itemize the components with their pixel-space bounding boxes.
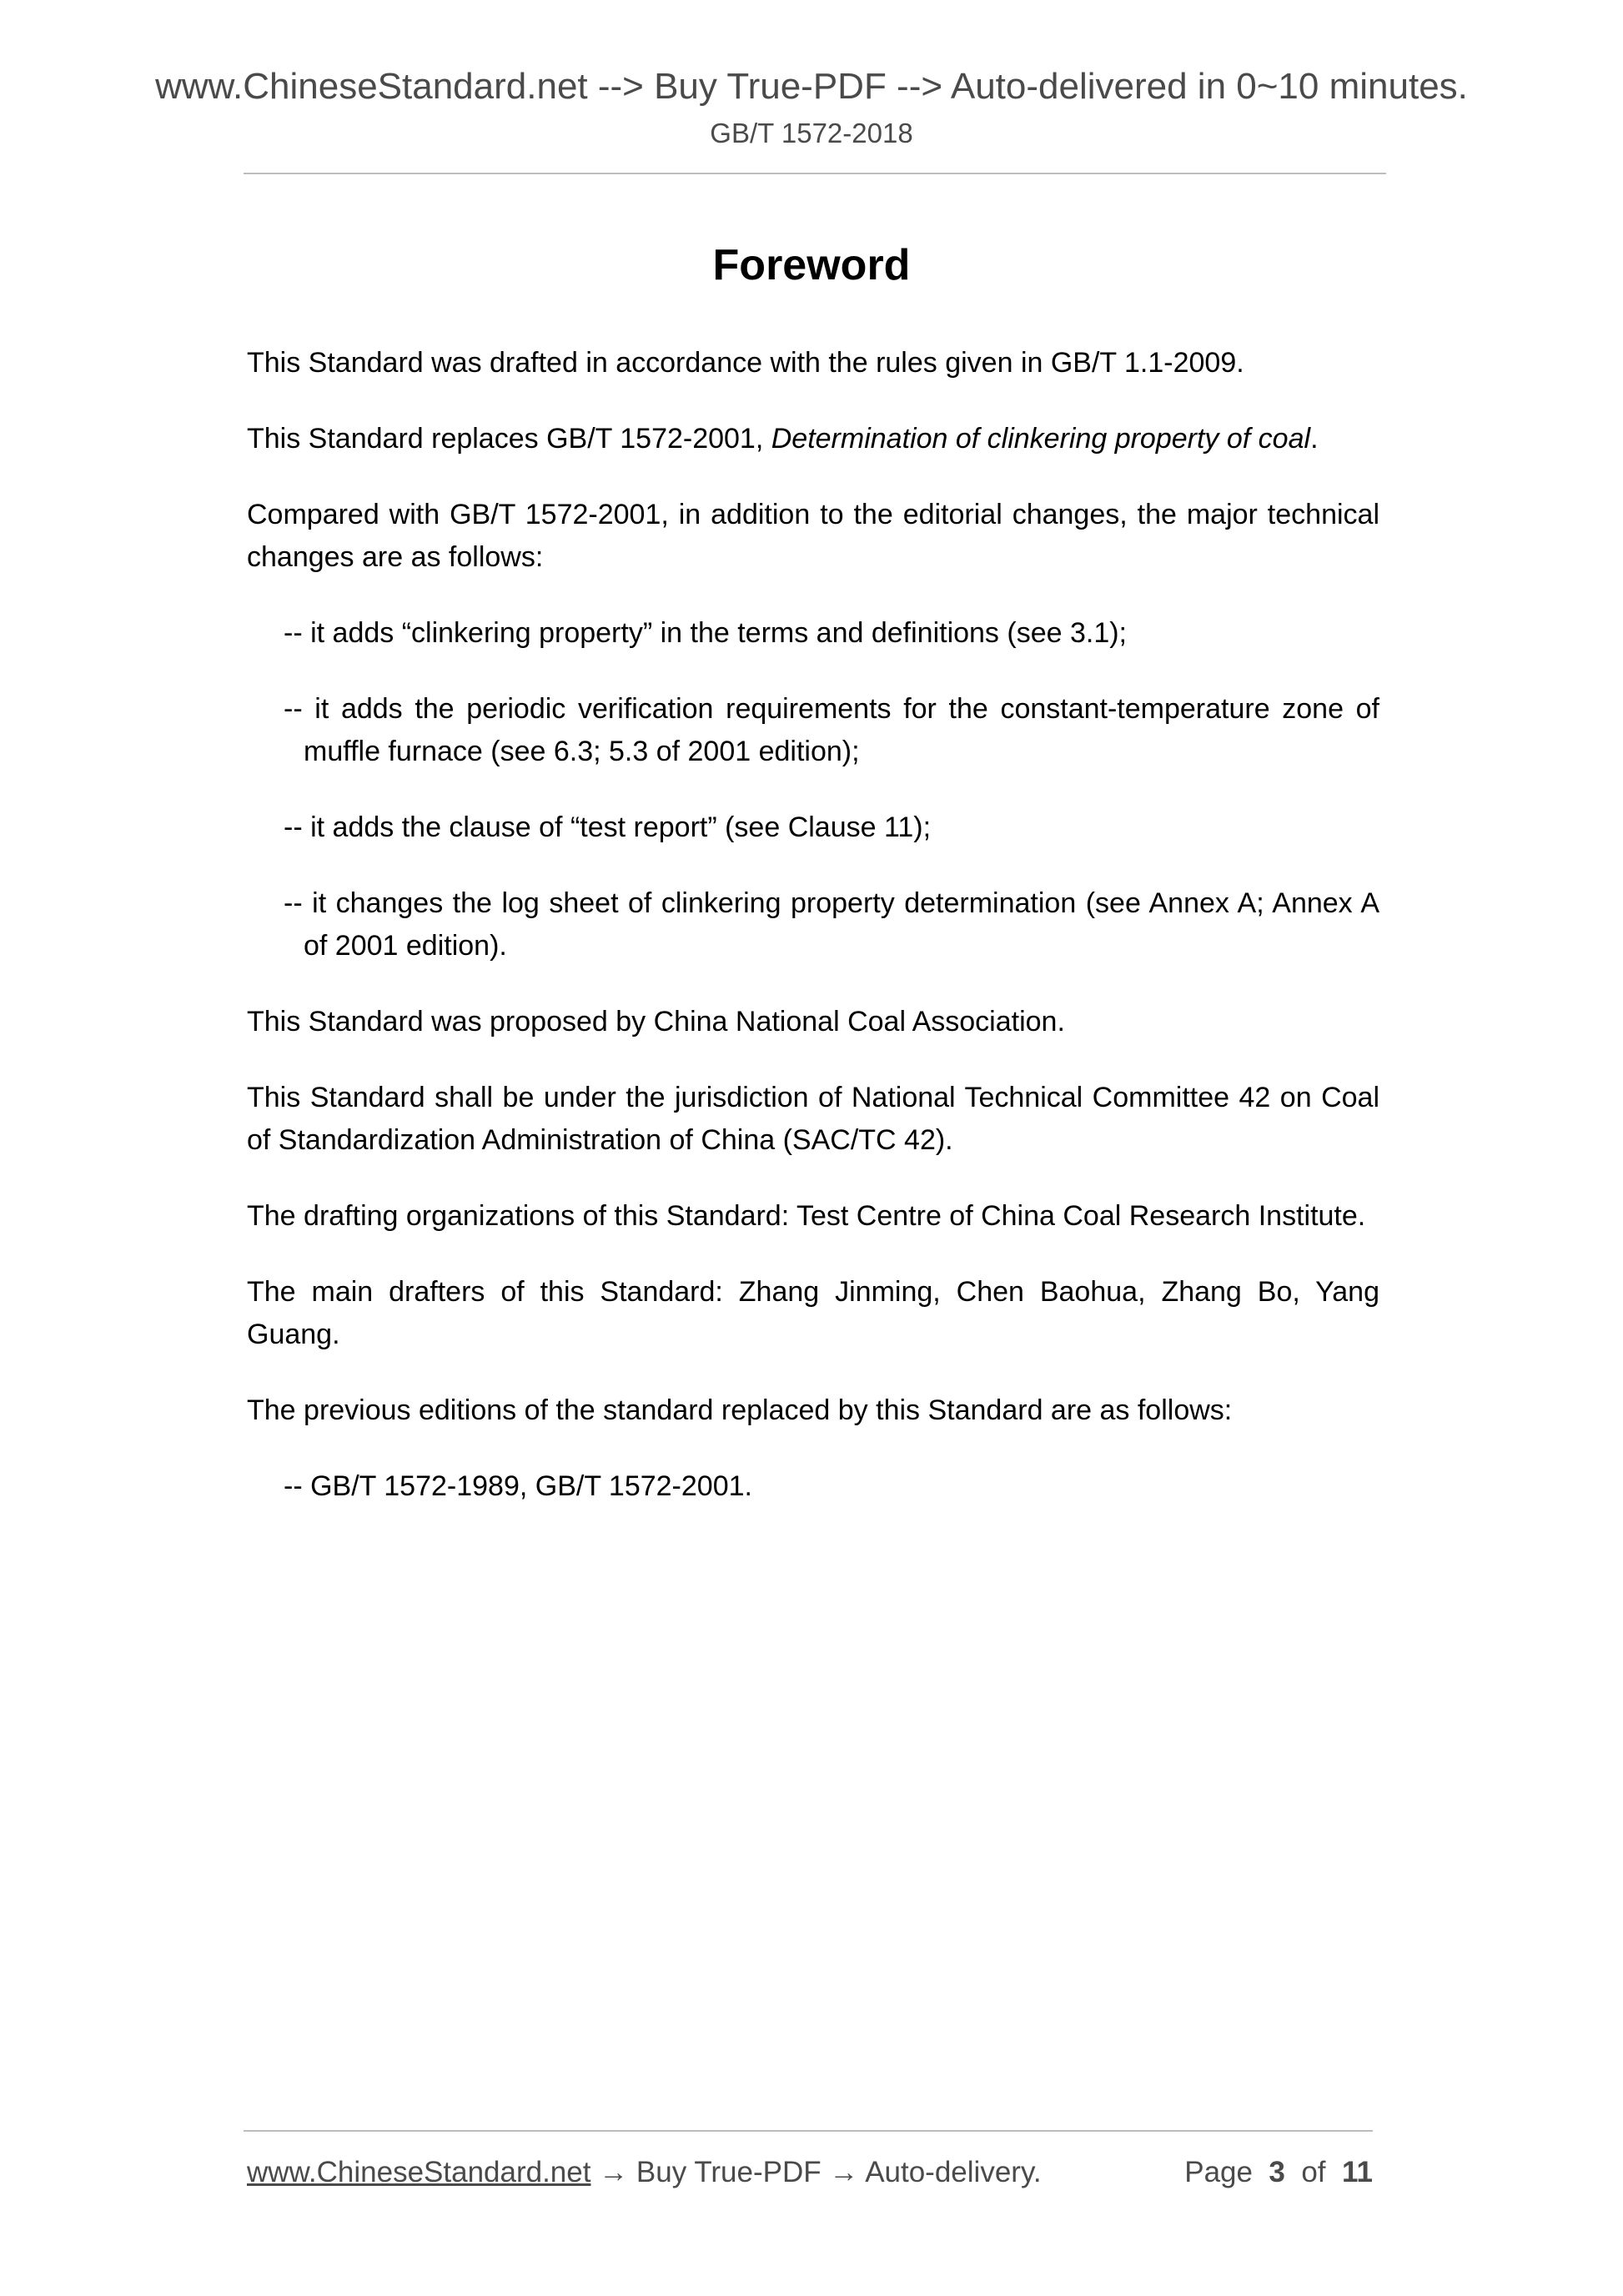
paragraph-drafting-rules: This Standard was drafted in accordance with the rules given in GB/T 1.1-2009. bbox=[247, 347, 1244, 379]
total-pages: 11 bbox=[1342, 2156, 1373, 2188]
paragraph-proposed-by: This Standard was proposed by China National Coal Association. bbox=[247, 1006, 1065, 1037]
page-footer bbox=[247, 2153, 1373, 2192]
paragraph-replaces bbox=[247, 418, 1379, 460]
replaces-suffix: . bbox=[1310, 423, 1319, 455]
arrow-right-icon: → bbox=[821, 2156, 866, 2188]
current-page: 3 bbox=[1269, 2156, 1285, 2188]
footer-promo bbox=[247, 2153, 1042, 2192]
paragraph-main-drafters: The main drafters of this Standard: Zhang Jinming, Chen Baohua, Zhang Bo, Yang Guang. bbox=[247, 1276, 1379, 1350]
page-title: Foreword bbox=[712, 241, 911, 289]
paragraph-jurisdiction: This Standard shall be under the jurisdiction of National Technical Committee 42 on Coal of Standardization Administration of China (SAC/TC 42). bbox=[247, 1082, 1379, 1156]
page-number bbox=[1184, 2153, 1373, 2192]
of-label: of bbox=[1301, 2156, 1326, 2188]
paragraph-changes-intro: Compared with GB/T 1572-2001, in addition to the editorial changes, the major technical changes are as follows: bbox=[247, 499, 1379, 573]
paragraph-previous-editions: The previous editions of the standard replaced by this Standard are as follows: bbox=[247, 1394, 1233, 1426]
site-banner: www.ChineseStandard.net --> Buy True-PDF --> Auto-delivered in 0~10 minutes. bbox=[155, 66, 1468, 107]
buy-true-pdf-text: Buy True-PDF bbox=[636, 2156, 822, 2188]
list-item: -- it adds the periodic verification requirements for the constant-temperature zone of muffle furnace (see 6.3; 5.3 of 2001 edition); bbox=[284, 693, 1379, 767]
replaced-standard-title: Determination of clinkering property of coal bbox=[771, 423, 1311, 455]
list-item: -- GB/T 1572-1989, GB/T 1572-2001. bbox=[284, 1470, 752, 1502]
paragraph-drafting-organizations: The drafting organizations of this Standard: Test Centre of China Coal Research Institute. bbox=[247, 1200, 1366, 1232]
footer-divider bbox=[244, 2130, 1373, 2132]
auto-delivery-text: Auto-delivery. bbox=[865, 2156, 1042, 2188]
list-item: -- it changes the log sheet of clinkering property determination (see Annex A; Annex A of 2001 edition). bbox=[284, 887, 1379, 962]
foreword-body bbox=[247, 342, 1379, 1541]
list-item: -- it adds “clinkering property” in the terms and definitions (see 3.1); bbox=[284, 617, 1128, 649]
header-divider bbox=[244, 173, 1386, 174]
list-item: -- it adds the clause of “test report” (see Clause 11); bbox=[284, 811, 932, 843]
site-link[interactable]: www.ChineseStandard.net bbox=[247, 2156, 591, 2188]
replaces-prefix: This Standard replaces GB/T 1572-2001, bbox=[247, 423, 771, 455]
standard-code: GB/T 1572-2018 bbox=[710, 118, 913, 148]
arrow-right-icon: → bbox=[590, 2156, 636, 2188]
page-label: Page bbox=[1184, 2156, 1253, 2188]
